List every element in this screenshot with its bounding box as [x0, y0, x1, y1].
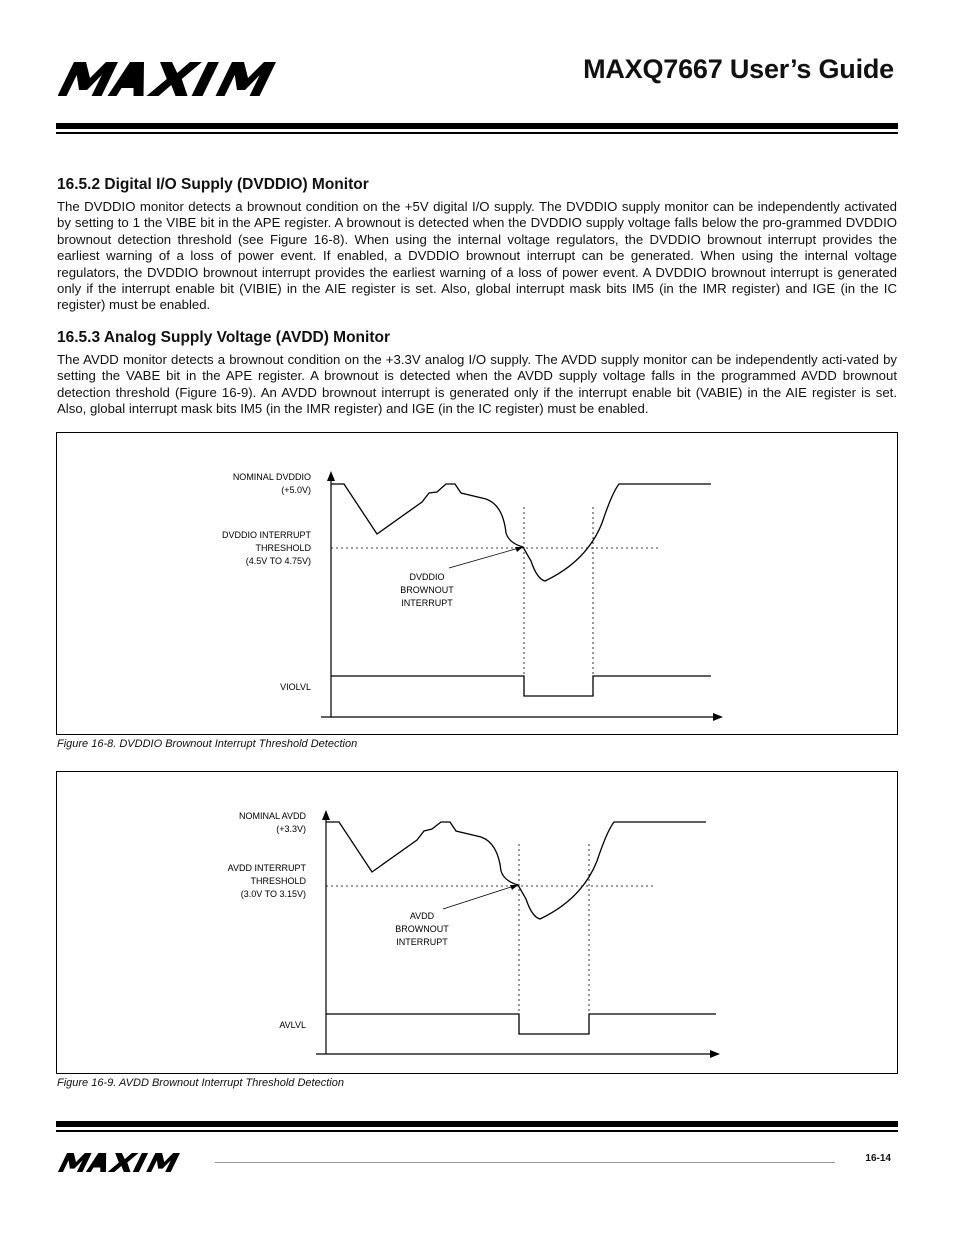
nominal-label-line2: (+5.0V)	[281, 485, 311, 495]
threshold-label-line1: AVDD INTERRUPT	[227, 863, 306, 873]
figure-dvddio-diagram	[56, 432, 898, 735]
interrupt-label-line2: BROWNOUT	[395, 924, 449, 934]
threshold-label-line3: (3.0V TO 3.15V)	[240, 889, 306, 899]
nominal-label-line1: NOMINAL AVDD	[238, 811, 306, 821]
interrupt-signal-waveform	[331, 676, 711, 696]
interrupt-label-line1: AVDD	[409, 911, 435, 921]
section-heading: 16.5.3 Analog Supply Voltage (AVDD) Monitor	[57, 329, 390, 346]
interrupt-pointer-arrow	[510, 885, 518, 890]
interrupt-pointer	[443, 886, 514, 909]
maxim-footer-logo	[58, 1153, 208, 1172]
interrupt-pointer-arrow	[515, 547, 523, 552]
nominal-label-line1: NOMINAL DVDDIO	[232, 472, 311, 482]
footer-divider	[215, 1162, 835, 1163]
interrupt-label-line3: INTERRUPT	[396, 937, 448, 947]
interrupt-label-line3: INTERRUPT	[401, 598, 453, 608]
figure-caption: Figure 16-9. AVDD Brownout Interrupt Threshold Detection	[57, 1077, 344, 1089]
figure-caption: Figure 16-8. DVDDIO Brownout Interrupt Threshold Detection	[57, 738, 358, 750]
x-axis-arrow	[710, 1050, 720, 1058]
y-axis-arrow	[322, 810, 330, 820]
supply-voltage-waveform	[331, 484, 711, 581]
footer-rule-thick	[56, 1121, 898, 1127]
interrupt-signal-waveform	[326, 1014, 716, 1034]
threshold-label-line2: THRESHOLD	[255, 543, 311, 553]
figure-avdd-diagram	[56, 771, 898, 1074]
signal-label: VIOLVL	[280, 682, 311, 692]
signal-label: AVLVL	[279, 1020, 306, 1030]
header-rule-thick	[56, 123, 898, 129]
interrupt-label-line1: DVDDIO	[409, 572, 445, 582]
y-axis-arrow	[327, 471, 335, 481]
threshold-label-line3: (4.5V TO 4.75V)	[245, 556, 311, 566]
section-body: The DVDDIO monitor detects a brownout condition on the +5V digital I/O supply. The DVDDIO supply monitor can be independently activated by setting to 1 the VIBE bit in the APE register. A brownout is detected when the DVDDIO supply voltage falls below the pro-grammed DVDDIO brownout detection threshold (see Figure 16-8). When using the internal voltage regulators, the DVDDIO brownout interrupt provides the earliest warning of a loss of power event. If enabled, a DVDDIO brownout interrupt can be generated. When using the internal voltage regulators, the DVDDIO brownout interrupt provides the earliest warning of a loss of power event. A DVDDIO brownout interrupt is generated only if the interrupt enable bit (VIBIE) in the AIE register is set. Also, global interrupt mask bits IM5 (in the IMR register) and IGE (in the IC register) must be enabled.	[57, 199, 897, 313]
interrupt-pointer	[449, 548, 519, 568]
interrupt-label-line2: BROWNOUT	[400, 585, 454, 595]
header-rule-thin	[56, 132, 898, 134]
section-dvddio-monitor	[57, 176, 897, 314]
section-avdd-monitor	[57, 329, 897, 418]
x-axis-arrow	[713, 713, 723, 721]
supply-voltage-waveform	[326, 822, 706, 919]
logo-text: MAXIM	[58, 62, 62, 63]
section-heading: 16.5.2 Digital I/O Supply (DVDDIO) Monitor	[57, 176, 369, 193]
footer-rule-thin	[56, 1130, 898, 1132]
page-number: 16-14	[865, 1153, 891, 1164]
maxim-logo	[58, 62, 326, 96]
threshold-label-line2: THRESHOLD	[250, 876, 306, 886]
nominal-label-line2: (+3.3V)	[276, 824, 306, 834]
document-title: MAXQ7667 User’s Guide	[583, 54, 894, 84]
section-body: The AVDD monitor detects a brownout condition on the +3.3V analog I/O supply. The AVDD supply monitor can be independently acti-vated by setting the VABE bit in the APE register. A brownout is detected when the AVDD supply voltage falls in the programmed AVDD brownout detection threshold (Figure 16-9). An AVDD brownout interrupt is generated only if the interrupt enable bit (VABIE) in the AIE register is set. Also, global interrupt mask bits IM5 (in the IMR register) and IGE (in the IC register) must be enabled.	[57, 352, 897, 417]
threshold-label-line1: DVDDIO INTERRUPT	[221, 530, 311, 540]
